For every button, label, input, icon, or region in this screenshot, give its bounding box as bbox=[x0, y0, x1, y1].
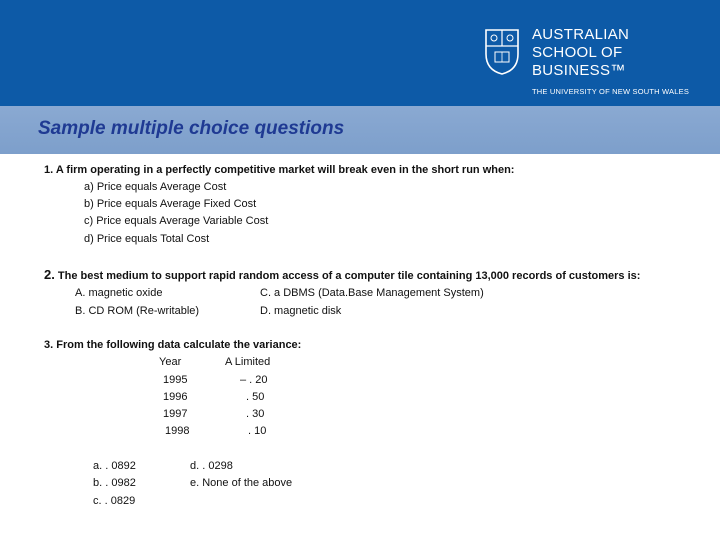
page-title: Sample multiple choice questions bbox=[38, 118, 345, 139]
question-2-text: The best medium to support rapid random access of a computer tile containing 13,000 records of customers is: bbox=[57, 270, 641, 282]
q3-value-1997: . 30 bbox=[246, 408, 265, 420]
q1-option-c: c) Price equals Average Variable Cost bbox=[84, 215, 269, 227]
question-2-number: 2. bbox=[44, 267, 55, 282]
q3-year-1995: 1995 bbox=[163, 374, 188, 386]
q3-answer-d: d. . 0298 bbox=[190, 460, 233, 472]
q3-value-1998: . 10 bbox=[248, 425, 267, 437]
unsw-crest-icon bbox=[484, 28, 520, 76]
q3-answer-e: e. None of the above bbox=[190, 477, 293, 489]
question-1: 1. A firm operating in a perfectly competitive market will break even in the short run when: bbox=[44, 164, 515, 176]
q3-col-a-limited: A Limited bbox=[225, 356, 271, 368]
q3-col-year: Year bbox=[159, 356, 182, 368]
q2-option-b: B. CD ROM (Re-writable) bbox=[75, 305, 200, 317]
school-logo-text bbox=[532, 26, 720, 96]
q2-option-a: A. magnetic oxide bbox=[75, 287, 163, 299]
q1-option-a: a) Price equals Average Cost bbox=[84, 181, 227, 193]
q2-option-c: C. a DBMS (Data.Base Management System) bbox=[260, 287, 484, 299]
q3-answer-a: a. . 0892 bbox=[93, 460, 136, 472]
q3-answer-c: c. . 0829 bbox=[93, 495, 136, 507]
q3-year-1996: 1996 bbox=[163, 391, 188, 403]
question-2 bbox=[44, 268, 640, 283]
question-3: 3. From the following data calculate the variance: bbox=[44, 339, 302, 351]
q1-option-d: d) Price equals Total Cost bbox=[84, 233, 210, 245]
logo-line1: AUSTRALIAN bbox=[532, 26, 630, 43]
q1-option-b: b) Price equals Average Fixed Cost bbox=[84, 198, 257, 210]
logo-subtitle: THE UNIVERSITY OF NEW SOUTH WALES bbox=[532, 87, 690, 96]
q3-year-1998: 1998 bbox=[165, 425, 190, 437]
q3-year-1997: 1997 bbox=[163, 408, 188, 420]
q3-value-1995: – . 20 bbox=[240, 374, 268, 386]
q3-answer-b: b. . 0982 bbox=[93, 477, 136, 489]
q2-option-d: D. magnetic disk bbox=[260, 305, 342, 317]
logo-line2: SCHOOL OF BUSINESS™ bbox=[532, 44, 626, 79]
q3-value-1996: . 50 bbox=[246, 391, 265, 403]
